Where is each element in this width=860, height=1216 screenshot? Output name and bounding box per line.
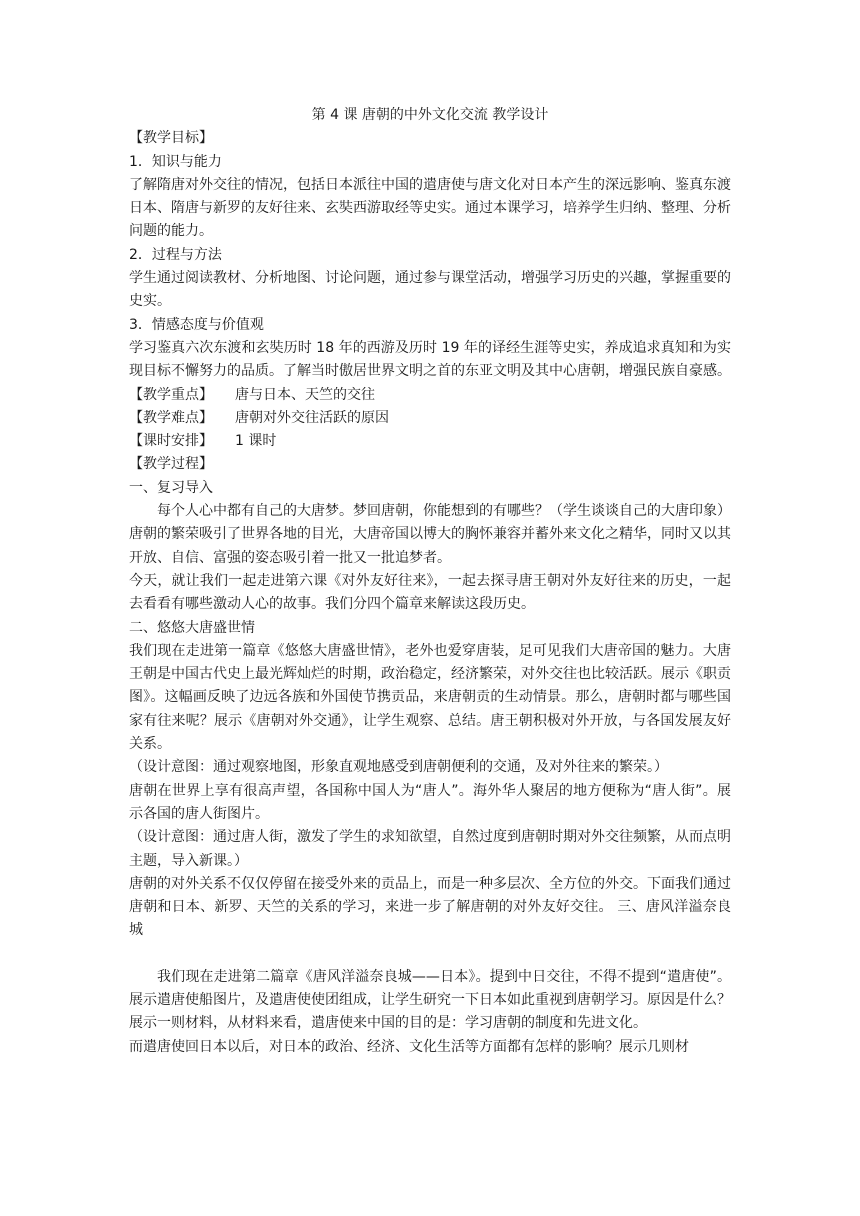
- key-point-label: 【教学重点】: [129, 386, 213, 403]
- teaching-process-heading: 【教学过程】: [129, 456, 213, 473]
- section2-paragraph-5: 唐朝的对外关系不仅仅停留在接受外来的贡品上，而是一种多层次、全方位的外交。下面我们通过唐朝和日本、新罗、天竺的关系的学习，来进一步了解唐朝的对外友好交往。 三、唐风洋溢奈良城: [129, 875, 731, 939]
- section2-heading: 二、悠悠大唐盛世情: [129, 619, 255, 636]
- section1-paragraph-2: 唐朝的繁荣吸引了世界各地的目光，大唐帝国以博大的胸怀兼容并蓄外来文化之精华，同时又以其开放、自信、富强的姿态吸引着一批又一批追梦者。: [129, 526, 731, 566]
- difficulty-label: 【教学难点】: [129, 409, 213, 426]
- key-point-value: 唐与日本、天竺的交往: [235, 386, 375, 403]
- difficulty-row: [129, 407, 731, 430]
- schedule-row: [129, 430, 731, 453]
- section2-paragraph-4: （设计意图：通过唐人街，激发了学生的求知欲望，自然过度到唐朝时期对外交往频繁，从而点明主题，导入新课。）: [129, 829, 731, 869]
- knowledge-text: 了解隋唐对外交往的情况，包括日本派往中国的遣唐使与唐文化对日本产生的深远影响、鉴真东渡日本、隋唐与新罗的友好往来、玄奘西游取经等史实。通过本课学习，培养学生归纳、整理、分析问题的能力。: [129, 176, 731, 240]
- section2-paragraph-1: 我们现在走进第一篇章《悠悠大唐盛世情》，老外也爱穿唐装，足可见我们大唐帝国的魅力。大唐王朝是中国古代史上最光辉灿烂的时期，政治稳定，经济繁荣，对外交往也比较活跃。展示《职贡图》。这幅画反映了边远各族和外国使节携贡品，来唐朝贡的生动情景。那么，唐朝时都与哪些国家有往来呢？展示《唐朝对外交通》，让学生观察、总结。唐王朝积极对外开放，与各国发展友好关系。: [129, 642, 731, 753]
- process-text: 学生通过阅读教材、分析地图、讨论问题，通过参与课堂活动，增强学习历史的兴趣，掌握重要的史实。: [129, 270, 731, 310]
- document-body: [129, 104, 731, 1059]
- schedule-value: 1 课时: [235, 433, 277, 450]
- section3-paragraph-1: 我们现在走进第二篇章《唐风洋溢奈良城——日本》。提到中日交往，不得不提到“遣唐使”。展示遣唐使船图片，及遣唐使使团组成，让学生研究一下日本如此重视到唐朝学习。原因是什么？展示一则材料，从材料来看，遣唐使来中国的目的是：学习唐朝的制度和先进文化。: [129, 968, 731, 1032]
- process-heading: 2．过程与方法: [129, 246, 222, 263]
- section1-paragraph-3: 今天，就让我们一起走进第六课《对外友好往来》，一起去探寻唐王朝对外友好往来的历史，一起去看看有哪些激动人心的故事。我们分四个篇章来解读这段历史。: [129, 572, 731, 613]
- attitude-text: 学习鉴真六次东渡和玄奘历时 18 年的西游及历时 19 年的译经生涯等史实，养成追求真知和为实现目标不懈努力的品质。了解当时傲居世界文明之首的东亚文明及其中心唐朝，增强民族自豪感。: [129, 339, 731, 380]
- knowledge-heading: 1．知识与能力: [129, 153, 222, 170]
- section1-heading: 一、复习导入: [129, 479, 213, 496]
- section2-paragraph-2: （设计意图：通过观察地图，形象直观地感受到唐朝便利的交通，及对外往来的繁荣。）: [129, 759, 668, 776]
- section1-paragraph-1: 每个人心中都有自己的大唐梦。梦回唐朝，你能想到的有哪些？（学生谈谈自己的大唐印象）: [157, 503, 731, 520]
- section3-paragraph-2: 而遣唐使回日本以后，对日本的政治、经济、文化生活等方面都有怎样的影响？展示几则材: [129, 1038, 689, 1055]
- attitude-heading: 3．情感态度与价值观: [129, 316, 264, 333]
- document-title: 第 4 课 唐朝的中外文化交流 教学设计: [311, 107, 549, 123]
- objectives-heading: 【教学目标】: [129, 130, 213, 147]
- difficulty-value: 唐朝对外交往活跃的原因: [235, 409, 389, 426]
- key-point-row: [129, 384, 731, 407]
- schedule-label: 【课时安排】: [129, 433, 213, 450]
- section2-paragraph-3: 唐朝在世界上享有很高声望，各国称中国人为“唐人”。海外华人聚居的地方便称为“唐人街”。展示各国的唐人街图片。: [129, 782, 731, 822]
- blank-line: [129, 943, 731, 966]
